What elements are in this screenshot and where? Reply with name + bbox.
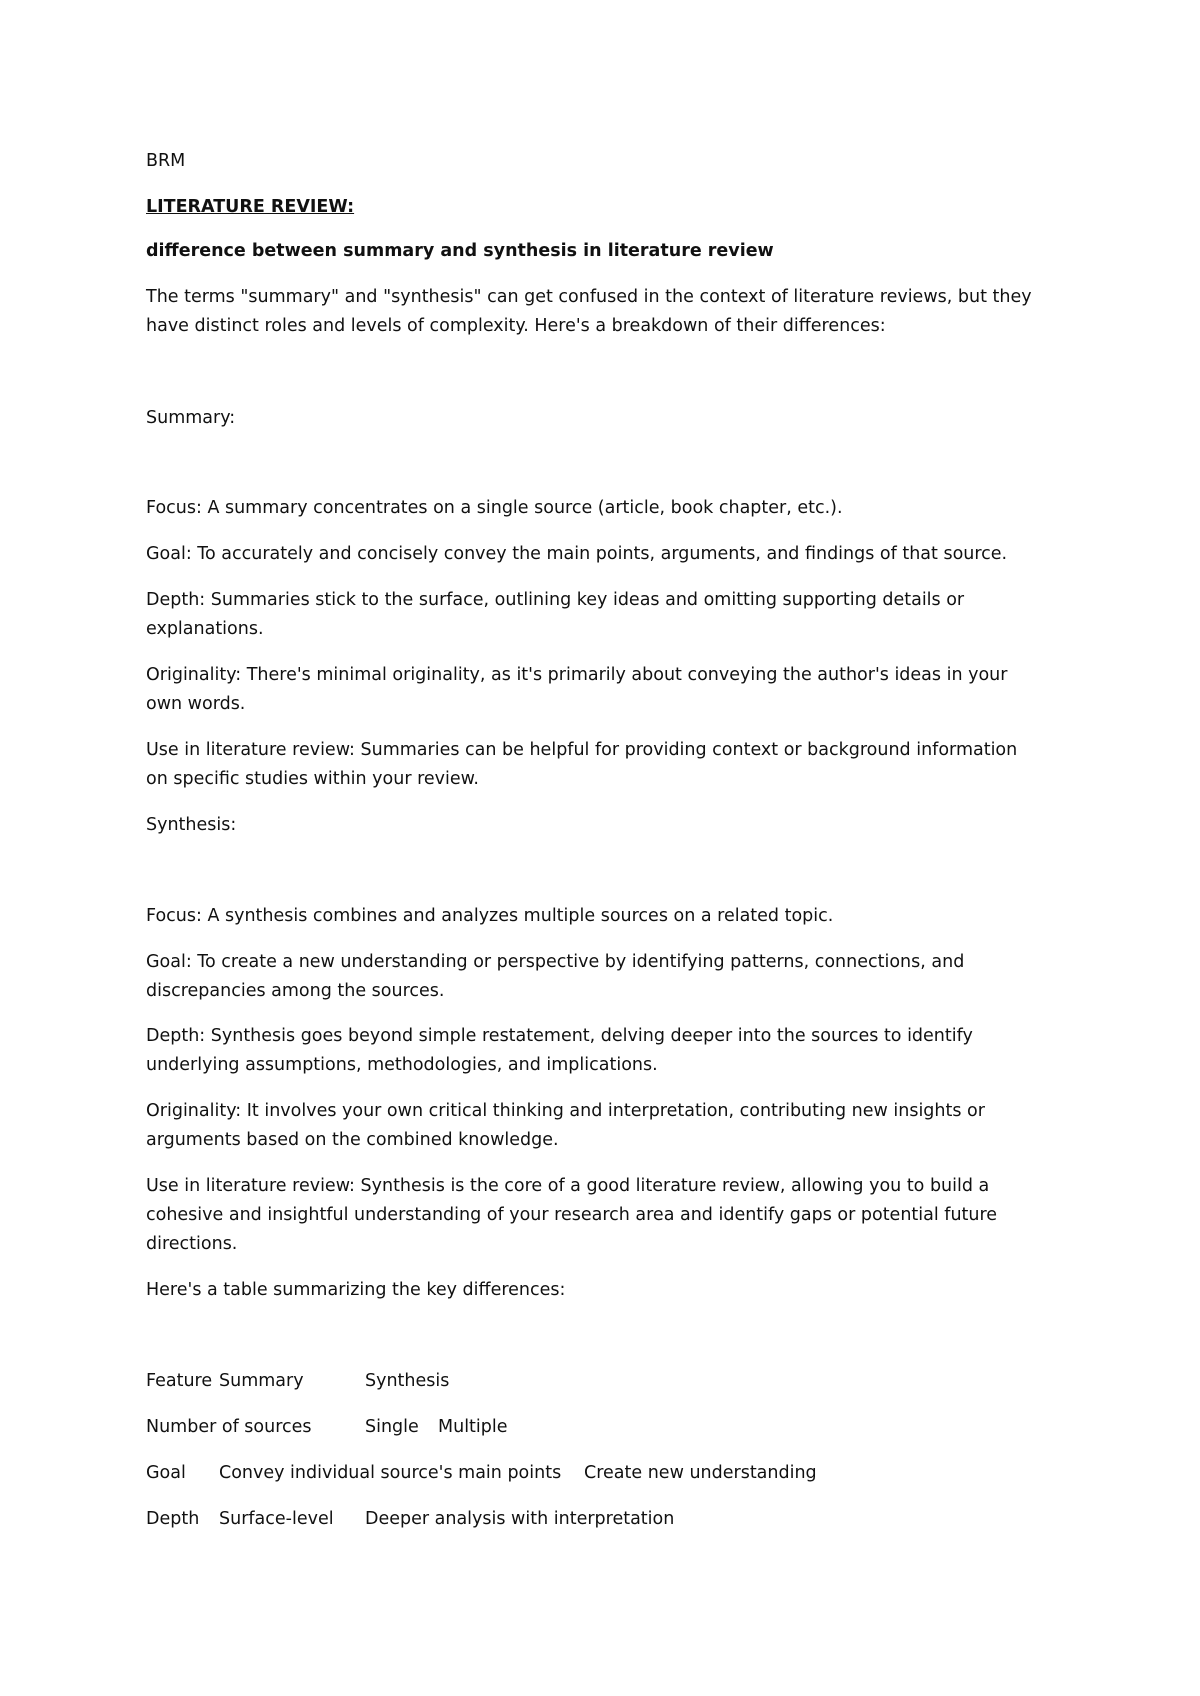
table-row bbox=[146, 1509, 1046, 1531]
summary-use-line-2: on specific studies within your review. bbox=[146, 769, 479, 789]
synthesis-heading: Synthesis: bbox=[146, 815, 237, 835]
course-label: BRM bbox=[146, 151, 186, 171]
synthesis-originality-line-1: Originality: It involves your own critical thinking and interpretation, contributing new insights or bbox=[146, 1101, 985, 1121]
table-header-row bbox=[146, 1371, 1046, 1393]
table-cell: Depth bbox=[146, 1509, 200, 1529]
synthesis-goal-line-1: Goal: To create a new understanding or perspective by identifying patterns, connections, and bbox=[146, 952, 965, 972]
table-cell: Number of sources bbox=[146, 1417, 312, 1437]
synthesis-use-line-2: cohesive and insightful understanding of your research area and identify gaps or potential future bbox=[146, 1205, 998, 1225]
synthesis-use-line-3: directions. bbox=[146, 1234, 238, 1254]
summary-depth-line-2: explanations. bbox=[146, 619, 264, 639]
summary-heading: Summary: bbox=[146, 408, 236, 428]
table-cell: Single bbox=[365, 1417, 419, 1437]
summary-focus: Focus: A summary concentrates on a single source (article, book chapter, etc.). bbox=[146, 498, 843, 518]
document-title: LITERATURE REVIEW: bbox=[146, 197, 355, 217]
table-cell: Deeper analysis with interpretation bbox=[365, 1509, 675, 1529]
summary-goal: Goal: To accurately and concisely convey the main points, arguments, and findings of that source. bbox=[146, 544, 1008, 564]
synthesis-depth-line-1: Depth: Synthesis goes beyond simple restatement, delving deeper into the sources to identify bbox=[146, 1026, 973, 1046]
synthesis-use-line-1: Use in literature review: Synthesis is the core of a good literature review, allowing you to build a bbox=[146, 1176, 990, 1196]
summary-originality-line-2: own words. bbox=[146, 694, 246, 714]
table-header-summary: Summary bbox=[219, 1371, 304, 1391]
table-header-synthesis: Synthesis bbox=[365, 1371, 450, 1391]
table-cell: Surface-level bbox=[219, 1509, 334, 1529]
table-header-feature: Feature bbox=[146, 1371, 213, 1391]
intro-line-2: have distinct roles and levels of complexity. Here's a breakdown of their differences: bbox=[146, 316, 886, 336]
table-cell: Convey individual source's main points bbox=[219, 1463, 562, 1483]
table-cell: Goal bbox=[146, 1463, 186, 1483]
synthesis-focus: Focus: A synthesis combines and analyzes multiple sources on a related topic. bbox=[146, 906, 834, 926]
table-cell: Multiple bbox=[438, 1417, 508, 1437]
table-intro: Here's a table summarizing the key differences: bbox=[146, 1280, 566, 1300]
summary-originality-line-1: Originality: There's minimal originality, as it's primarily about conveying the author's ideas in your bbox=[146, 665, 1008, 685]
table-cell: Create new understanding bbox=[584, 1463, 817, 1483]
synthesis-originality-line-2: arguments based on the combined knowledge. bbox=[146, 1130, 559, 1150]
table-row bbox=[146, 1463, 1046, 1485]
table-row bbox=[146, 1417, 1046, 1439]
summary-depth-line-1: Depth: Summaries stick to the surface, outlining key ideas and omitting supporting details or bbox=[146, 590, 965, 610]
intro-line-1: The terms "summary" and "synthesis" can get confused in the context of literature reviews, but they bbox=[146, 287, 1032, 307]
document-subtitle: difference between summary and synthesis in literature review bbox=[146, 241, 774, 261]
summary-use-line-1: Use in literature review: Summaries can be helpful for providing context or background information bbox=[146, 740, 1018, 760]
synthesis-goal-line-2: discrepancies among the sources. bbox=[146, 981, 445, 1001]
synthesis-depth-line-2: underlying assumptions, methodologies, and implications. bbox=[146, 1055, 658, 1075]
